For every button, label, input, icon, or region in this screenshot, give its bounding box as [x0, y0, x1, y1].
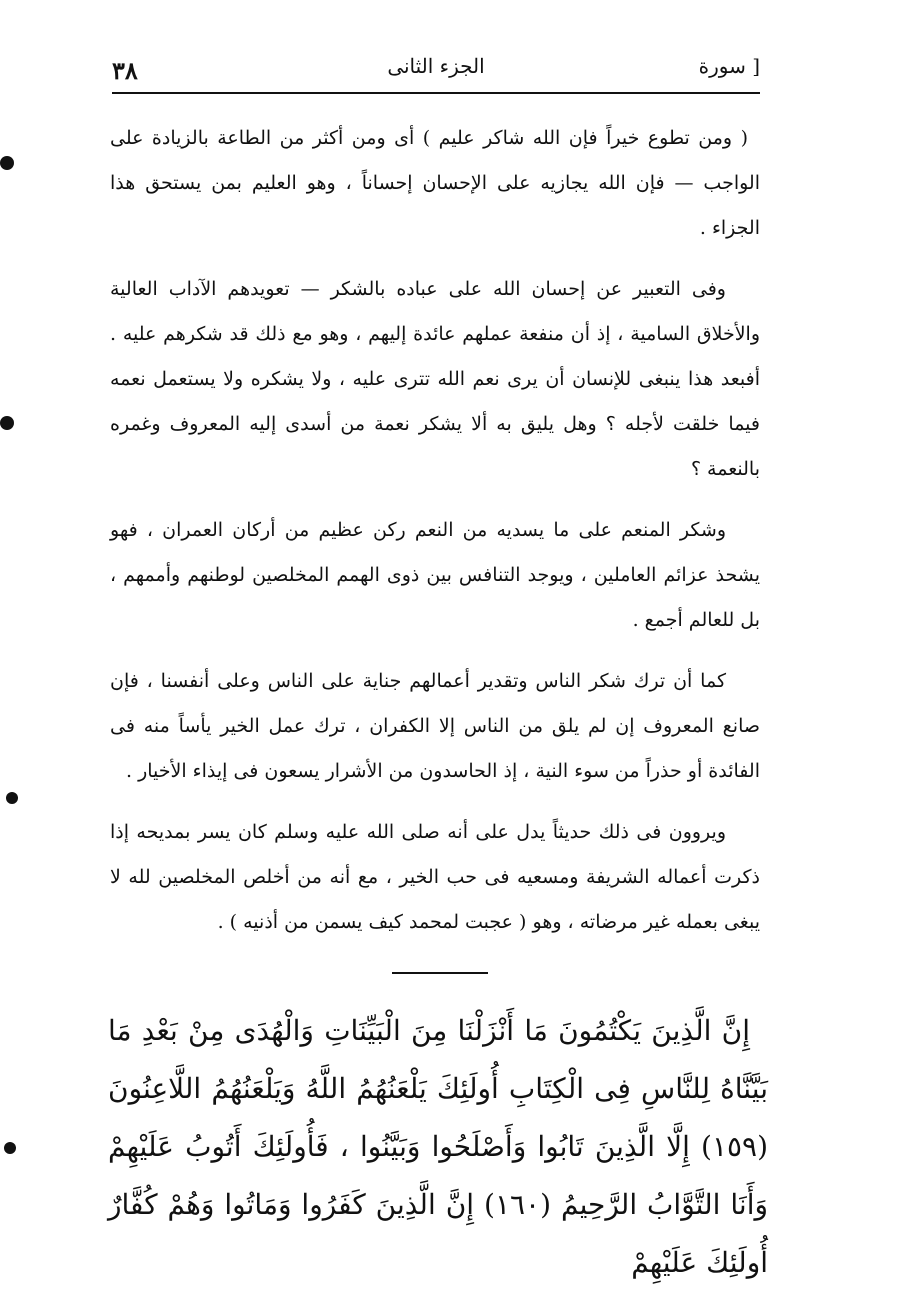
commentary-text	[110, 116, 760, 961]
scan-mark-icon	[0, 156, 14, 170]
verse-text: إِنَّ الَّذِينَ يَكْتُمُونَ مَا أَنْزَلْنَا مِنَ الْبَيِّنَاتِ وَالْهُدَى مِنْ بَعْدِ مَا بَيَّنَّاهُ لِلنَّاسِ فِى الْكِتَابِ أُولَئِكَ يَلْعَنُهُمُ اللَّهُ وَيَلْعَنُهُمُ اللَّاعِنُونَ (١٥٩) إِلَّا الَّذِينَ تَابُوا وَأَصْلَحُوا وَبَيَّنُوا ، فَأُولَئِكَ أَتُوبُ عَلَيْهِمْ وَأَنَا التَّوَّابُ الرَّحِيمُ (١٦٠) إِنَّ الَّذِينَ كَفَرُوا وَمَاتُوا وَهُمْ كُفَّارٌ أُولَئِكَ عَلَيْهِمْ	[108, 1014, 768, 1279]
section-divider	[392, 972, 488, 974]
paragraph: ( ومن تطوع خيراً فإن الله شاكر عليم ) أى ومن أكثر من الطاعة بالزيادة على الواجب — فإن الله يجازيه على الإحسان إحساناً ، وهو العليم بمن يستحق هذا الجزاء .	[110, 127, 760, 239]
header-rule	[112, 92, 760, 94]
page-header	[112, 44, 760, 94]
quran-verses	[108, 1002, 768, 1292]
paragraph: وشكر المنعم على ما يسديه من النعم ركن عظيم من أركان العمران ، فهو يشحذ عزائم العاملين ، ويوجد التنافس بين ذوى الهمم المخلصين لوطنهم وأممهم ، بل للعالم أجمع .	[110, 519, 760, 631]
scan-mark-icon	[4, 1142, 16, 1154]
running-title: الجزء الثانى	[387, 54, 485, 78]
page-number: ٣٨	[112, 56, 138, 85]
paragraph: ويروون فى ذلك حديثاً يدل على أنه صلى الله عليه وسلم كان يسر بمديحه إذا ذكرت أعماله الشريفة ومسعيه فى حب الخير ، مع أنه من أخلص المخلصين لله لا يبغى بعمله غير مرضاته ، وهو ( عجبت لمحمد كيف يسمن من أذنيه ) .	[110, 821, 760, 933]
scan-mark-icon	[6, 792, 18, 804]
surah-label: [ سورة	[698, 54, 760, 78]
scan-mark-icon	[0, 416, 14, 430]
paragraph: وفى التعبير عن إحسان الله على عباده بالشكر — تعويدهم الآداب العالية والأخلاق السامية ، إذ أن منفعة عملهم عائدة إليهم ، وهو مع ذلك قد شكرهم عليه . أفبعد هذا ينبغى للإنسان أن يرى نعم الله تترى عليه ، ولا يشكره ولا يستعمل نعمه فيما خلقت لأجله ؟ وهل يليق به ألا يشكر نعمة من أسدى إليه المعروف وغمره بالنعمة ؟	[110, 278, 760, 480]
paragraph: كما أن ترك شكر الناس وتقدير أعمالهم جناية على الناس وعلى أنفسنا ، فإن صانع المعروف إن لم يلق من الناس إلا الكفران ، ترك عمل الخير يأساً منه فى الفائدة أو حذراً من سوء النية ، إذ الحاسدون من الأشرار يسعون فى إيذاء الأخيار .	[110, 670, 760, 782]
